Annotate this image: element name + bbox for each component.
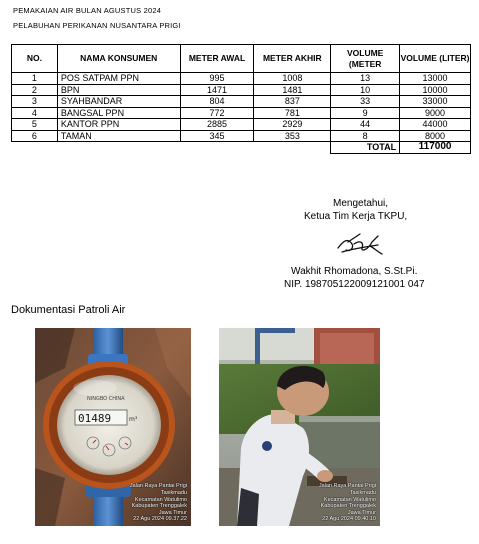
handwritten-signature — [334, 230, 386, 258]
cell-volume-liter: 13000 — [400, 73, 471, 85]
cell-volume-meter: 13 — [331, 73, 400, 85]
cell-consumer: TAMAN — [57, 130, 180, 142]
total-row — [12, 142, 471, 154]
meter-unit: m³ — [129, 416, 138, 423]
cell-no: 3 — [12, 96, 58, 108]
signer-name: Wakhit Rhomadona, S.St.Pi. — [291, 266, 418, 277]
signer-nip: NIP. 198705122009121001 047 — [284, 279, 425, 290]
table-row — [12, 119, 471, 131]
cell-consumer: POS SATPAM PPN — [57, 73, 180, 85]
water-usage-table — [11, 44, 471, 154]
stamp-line: Kecamatan Watulimo — [134, 496, 187, 503]
stamp-line: Jawa Timur — [347, 509, 376, 516]
stamp-line: Kecamatan Watulimo — [323, 496, 376, 503]
cell-meter-start: 2885 — [180, 119, 254, 131]
table-row — [12, 73, 471, 85]
stamp-line: Kabupaten Trenggalek — [131, 503, 187, 510]
table-row — [12, 130, 471, 142]
col-header-volume-meter: VOLUME (METER — [331, 45, 400, 73]
cell-no: 4 — [12, 107, 58, 119]
stamp-timestamp: 22 Agu 2024 09.40.10 — [322, 516, 376, 523]
col-header-volume-liter: VOLUME (LITER) — [400, 45, 471, 73]
cell-volume-liter: 10000 — [400, 84, 471, 96]
report-subtitle: PELABUHAN PERIKANAN NUSANTARA PRIGI — [13, 21, 181, 30]
cell-volume-meter: 8 — [331, 130, 400, 142]
stamp-timestamp: 22 Agu 2024 09.37.22 — [133, 516, 187, 523]
col-header-consumer: NAMA KONSUMEN — [57, 45, 180, 73]
cell-consumer: KANTOR PPN — [57, 119, 180, 131]
cell-consumer: BPN — [57, 84, 180, 96]
table-row — [12, 96, 471, 108]
table-row — [12, 107, 471, 119]
table-row — [12, 84, 471, 96]
col-header-meter-end: METER AKHIR — [254, 45, 331, 73]
meter-brand: NINGBO CHINA — [87, 396, 125, 402]
cell-volume-meter: 10 — [331, 84, 400, 96]
photo-geostamp — [130, 483, 187, 523]
cell-meter-end: 2929 — [254, 119, 331, 131]
total-label: TOTAL — [331, 142, 400, 154]
photo-geostamp — [319, 483, 376, 523]
cell-meter-end: 837 — [254, 96, 331, 108]
stamp-line: Kabupaten Trenggalek — [320, 503, 376, 510]
cell-consumer: SYAHBANDAR — [57, 96, 180, 108]
cell-volume-liter: 44000 — [400, 119, 471, 131]
cell-volume-liter: 8000 — [400, 130, 471, 142]
cell-volume-meter: 33 — [331, 96, 400, 108]
signer-role: Ketua Tim Kerja TKPU, — [304, 211, 408, 222]
cell-volume-meter: 44 — [331, 119, 400, 131]
acknowledged-label: Mengetahui, — [333, 198, 389, 209]
stamp-line: Jalan Raya Pantai Prigi — [129, 483, 187, 490]
stamp-line: Jawa Timur — [158, 509, 187, 516]
documentation-title: Dokumentasi Patroli Air — [11, 304, 126, 316]
cell-meter-end: 1008 — [254, 73, 331, 85]
report-title: PEMAKAIAN AIR BULAN AGUSTUS 2024 — [13, 6, 162, 15]
col-header-meter-start: METER AWAL — [180, 45, 254, 73]
cell-meter-end: 1481 — [254, 84, 331, 96]
patrol-officer-photo — [219, 328, 380, 526]
col-header-no: NO. — [12, 45, 58, 73]
meter-reading: 01489 — [78, 412, 112, 425]
cell-volume-liter: 9000 — [400, 107, 471, 119]
stamp-line: Jalan Raya Pantai Prigi — [318, 483, 376, 490]
cell-volume-meter: 9 — [331, 107, 400, 119]
cell-no: 6 — [12, 130, 58, 142]
cell-meter-start: 772 — [180, 107, 254, 119]
cell-volume-liter: 33000 — [400, 96, 471, 108]
table-header-row — [12, 45, 471, 73]
total-spacer — [12, 142, 331, 154]
cell-no: 5 — [12, 119, 58, 131]
cell-consumer: BANGSAL PPN — [57, 107, 180, 119]
stamp-line: Tasikmadu — [349, 490, 376, 497]
water-meter-photo — [35, 328, 191, 526]
stamp-line: Tasikmadu — [160, 490, 187, 497]
cell-meter-start: 345 — [180, 130, 254, 142]
cell-meter-start: 1471 — [180, 84, 254, 96]
cell-meter-start: 995 — [180, 73, 254, 85]
cell-meter-start: 804 — [180, 96, 254, 108]
cell-no: 1 — [12, 73, 58, 85]
cell-no: 2 — [12, 84, 58, 96]
cell-meter-end: 353 — [254, 130, 331, 142]
cell-meter-end: 781 — [254, 107, 331, 119]
total-value: 117000 — [400, 142, 471, 154]
